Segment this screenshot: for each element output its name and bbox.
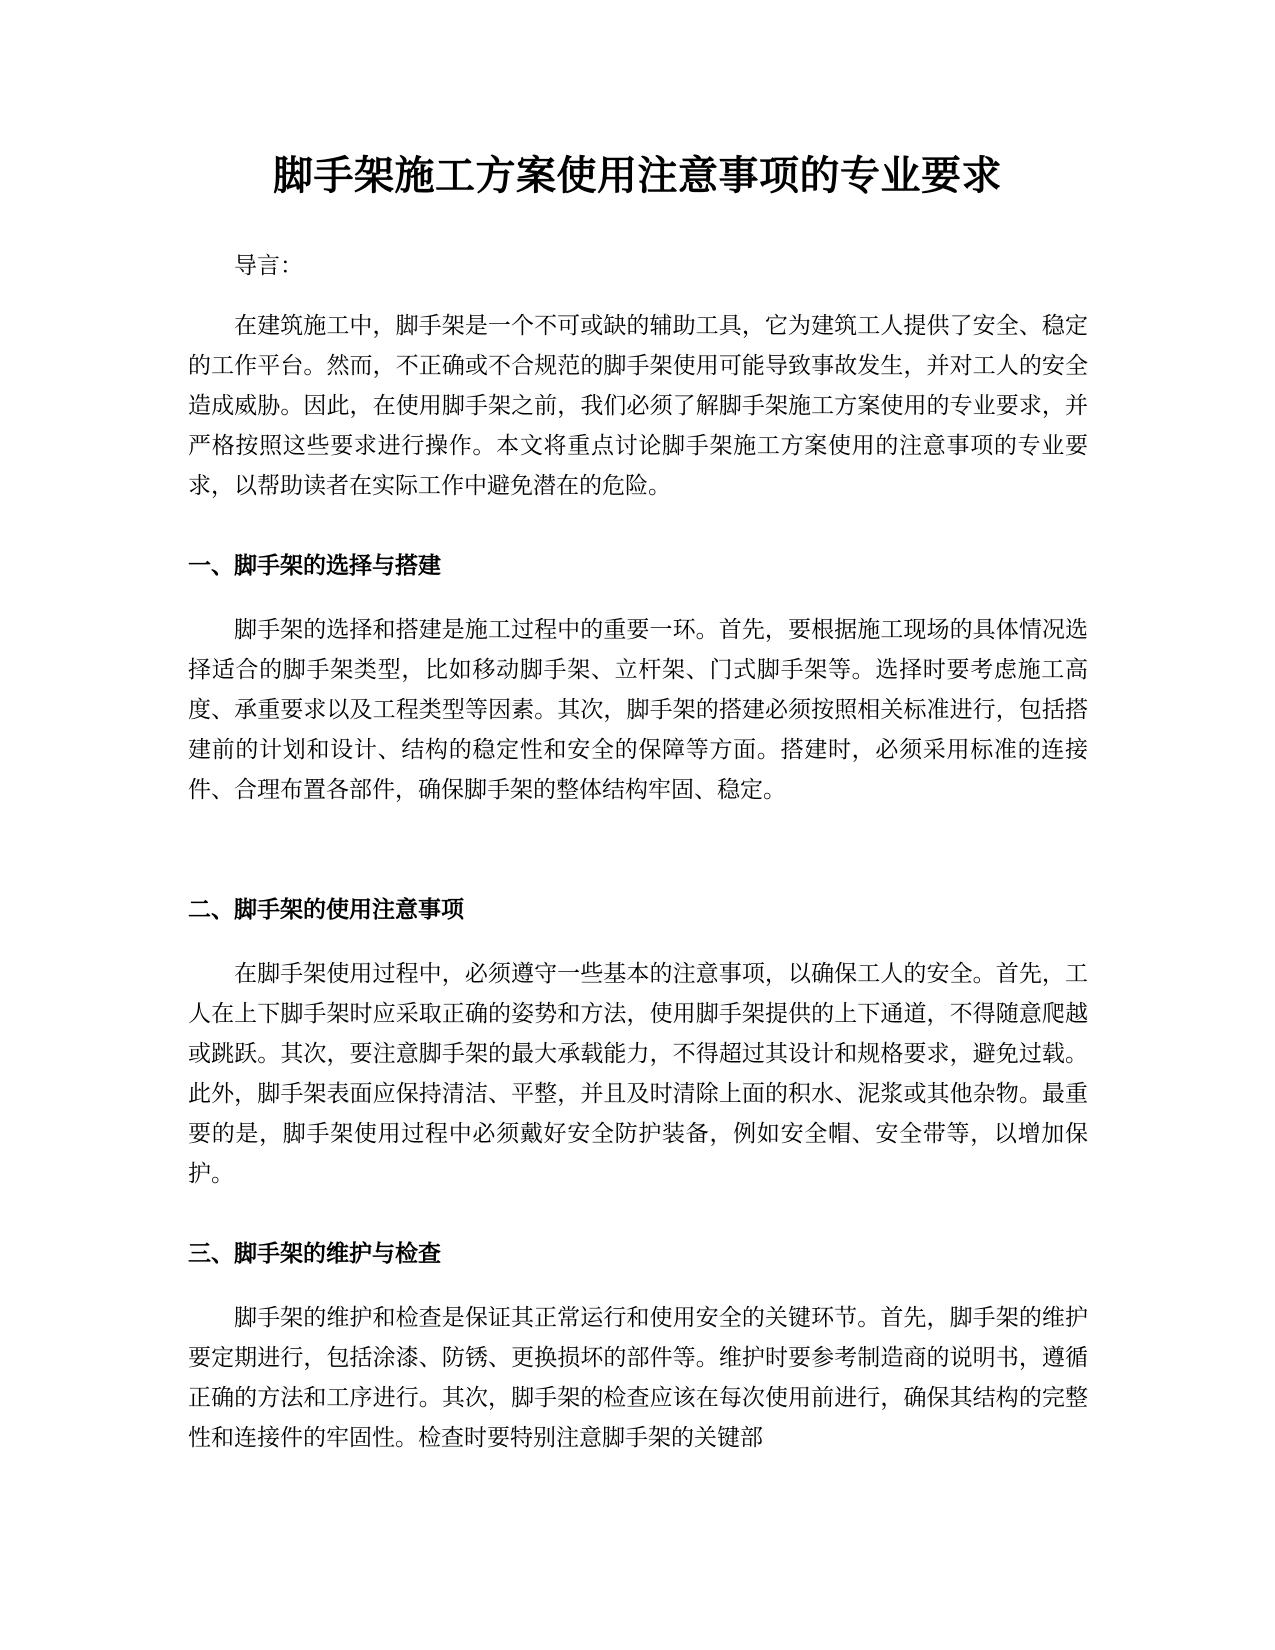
intro-label: 导言： bbox=[234, 253, 303, 279]
section-paragraph-maintenance: 脚手架的维护和检查是保证其正常运行和使用安全的关键环节。首先，脚手架的维护要定期进行，包括涂漆、防锈、更换损坏的部件等。维护时要参考制造商的说明书，遵循正确的方法和工序进行。其次，脚手架的检查应该在每次使用前进行，确保其结构的完整性和连接件的牢固性。检查时要特别注意脚手架的关键部 bbox=[188, 1305, 1088, 1451]
section-heading-maintenance: 三、脚手架的维护与检查 bbox=[188, 1241, 441, 1267]
section-paragraph-usage: 在脚手架使用过程中，必须遵守一些基本的注意事项，以确保工人的安全。首先，工人在上下脚手架时应采取正确的姿势和方法，使用脚手架提供的上下通道，不得随意爬越或跳跃。其次，要注意脚手架的最大承载能力，不得超过其设计和规格要求，避免过载。此外，脚手架表面应保持清洁、平整，并且及时清除上面的积水、泥浆或其他杂物。最重要的是，脚手架使用过程中必须戴好安全防护装备，例如安全帽、安全带等，以增加保护。 bbox=[188, 961, 1088, 1187]
intro-paragraph: 在建筑施工中，脚手架是一个不可或缺的辅助工具，它为建筑工人提供了安全、稳定的工作平台。然而，不正确或不合规范的脚手架使用可能导致事故发生，并对工人的安全造成威胁。因此，在使用脚手架之前，我们必须了解脚手架施工方案使用的专业要求，并严格按照这些要求进行操作。本文将重点讨论脚手架施工方案使用的注意事项的专业要求，以帮助读者在实际工作中避免潜在的危险。 bbox=[188, 313, 1088, 499]
section-heading-selection: 一、脚手架的选择与搭建 bbox=[188, 553, 441, 579]
section-heading-usage: 二、脚手架的使用注意事项 bbox=[188, 897, 464, 923]
section-paragraph-selection: 脚手架的选择和搭建是施工过程中的重要一环。首先，要根据施工现场的具体情况选择适合的脚手架类型，比如移动脚手架、立杆架、门式脚手架等。选择时要考虑施工高度、承重要求以及工程类型等因素。其次，脚手架的搭建必须按照相关标准进行，包括搭建前的计划和设计、结构的稳定性和安全的保障等方面。搭建时，必须采用标准的连接件、合理布置各部件，确保脚手架的整体结构牢固、稳定。 bbox=[188, 617, 1088, 803]
document-title: 脚手架施工方案使用注意事项的专业要求 bbox=[273, 153, 1002, 199]
